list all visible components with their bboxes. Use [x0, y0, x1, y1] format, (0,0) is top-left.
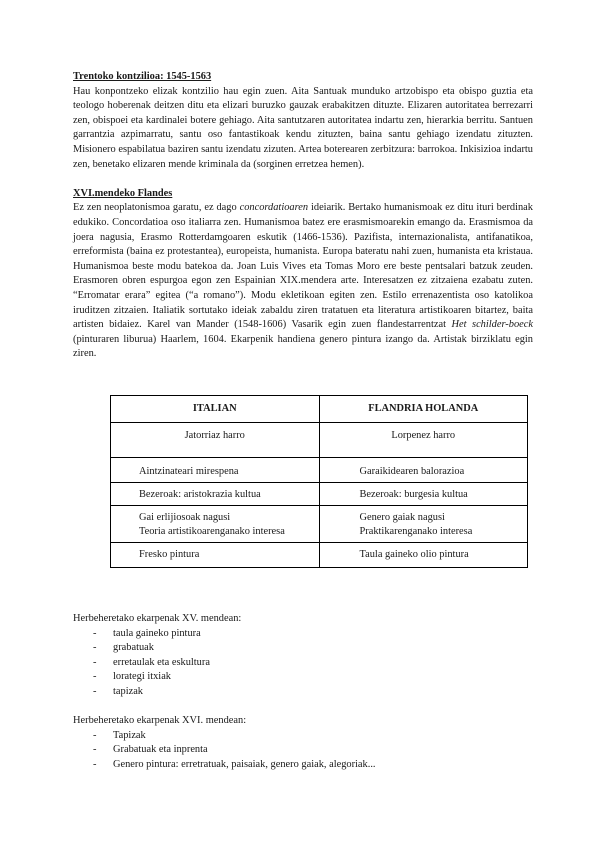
table-row — [111, 506, 528, 543]
italic-book-title: Het schilder-boeck — [451, 319, 533, 331]
section-heading-trento: Trentoko kontzilioa: 1545-1563 — [73, 71, 212, 82]
table-row — [111, 543, 528, 568]
list-item: - erretaulak eta eskultura — [93, 656, 533, 671]
paragraph-flandes: Ez zen neoplatonismoa garatu, ez dago concordatioaren ideiarik. Bertako humanismoak ez ditu ituri berdinak edukiko. Concordatioa oso italiarra zen. Humanismoa batez ere erasmismoarekin emango da. Erasmismoa da joera nagusia, Erasmo Rotterdamgoaren eskutik (1466-1536). Pazifista, internazionalista, antifanatikoa, erreformista (baina ez protestantea), europeista, humanista. Europa bateratu nahi zuen, humanista eta kristaua. Humanismoa beste modu batekoa da. Joan Luis Vives eta Tomas Moro ere beste pentsalari batzuk zeuden. Erasmoren obren espurgoa egon zen Espainian XIX.mendera arte. Interesatzen ez zitzaiena ezabatu zuten. “Erromatar erara” egitea (“a romano”). Modu ekletikoan egiten zen. Estilo errenazentista oso katolikoa iruditzen zitzaien. Italiatik sortutako ideiak zabaldu ziren tratatuen eta literatura artistikoaren bitartez, baita artisten bidaiez. Karel van Mander (1548-1606) Vasarik egin zuen flandestarrentzat Het schilder-boeck (pinturaren liburua) Haarlem, 1604. Ekarpenik handiena genero pintura izango da. Artistak birziklatu egin ziren. — [73, 202, 533, 360]
italic-term-concordatio: concordatioaren — [239, 202, 309, 214]
list-section-xvi — [73, 714, 533, 772]
list-item: - tapizak — [93, 685, 533, 700]
table-cell: Taula gaineko olio pintura — [359, 549, 469, 560]
table-cell: Garaikidearen balorazioa — [359, 466, 465, 477]
comparison-table — [110, 395, 528, 568]
column-header-flandria: FLANDRIA HOLANDA — [319, 396, 528, 423]
table-header-row — [111, 396, 528, 423]
table-cell: Bezeroak: aristokrazia kultua — [139, 489, 261, 500]
paragraph-trento: Hau konpontzeko elizak kontzilio hau egin zuen. Aita Santuak munduko artzobispo eta obispo guztia eta teologo hoberenak deitzen ditu eta elizari buruzko gauzak erabakitzen dituzte. Elizaren autoritatea berrezarri zen, obispoei eta kardinalei botere gehiago. Aita santutzaren autoritatea indartu zen, hierarkia berritu. Santuen garrantzia azpimarratu, santu oso fantastikoak kendu zituzten, baina santu gehiago izendatu zituzten. Misionero espabilatua baziren santu izendatu zizuten. Artea boterearen zerbitzura: barrokoa. Inkisizioa indartu zen, benetako elizaren mende kriminala da (sorginen erretzea hemen). — [73, 85, 533, 170]
table-cell: Jatorriaz harro — [184, 430, 245, 441]
table-row — [111, 458, 528, 483]
list-item: - Grabatuak eta inprenta — [93, 743, 533, 758]
list-xv — [73, 627, 533, 700]
column-header-italian: ITALIAN — [111, 396, 320, 423]
table-cell: Genero gaiak nagusi — [359, 512, 445, 523]
list-section-xv — [73, 612, 533, 700]
section-heading-flandes: XVI.mendeko Flandes — [73, 187, 173, 199]
table-cell: Fresko pintura — [139, 549, 200, 560]
document-page — [73, 70, 533, 362]
list-item: - Tapizak — [93, 729, 533, 744]
table-cell: Bezeroak: burgesia kultua — [359, 489, 468, 500]
list-item: - Genero pintura: erretratuak, paisaiak, genero gaiak, alegoriak... — [93, 758, 533, 773]
list-xvi — [73, 729, 533, 773]
table-row — [111, 423, 528, 458]
table-cell: Teoria artistikoarenganako interesa — [139, 526, 285, 537]
table-cell: Lorpenez harro — [391, 430, 456, 441]
table-cell: Gai erlijiosoak nagusi — [139, 512, 231, 523]
list-item: - lorategi itxiak — [93, 670, 533, 685]
table-row — [111, 483, 528, 506]
list-item: - grabatuak — [93, 641, 533, 656]
list-item: - taula gaineko pintura — [93, 627, 533, 642]
table-cell: Aintzinateari mirespena — [139, 466, 239, 477]
list-title-xv: Herbeheretako ekarpenak XV. mendean: — [73, 613, 242, 624]
table-cell: Praktikarenganako interesa — [359, 526, 473, 537]
list-title-xvi: Herbeheretako ekarpenak XVI. mendean: — [73, 715, 247, 726]
